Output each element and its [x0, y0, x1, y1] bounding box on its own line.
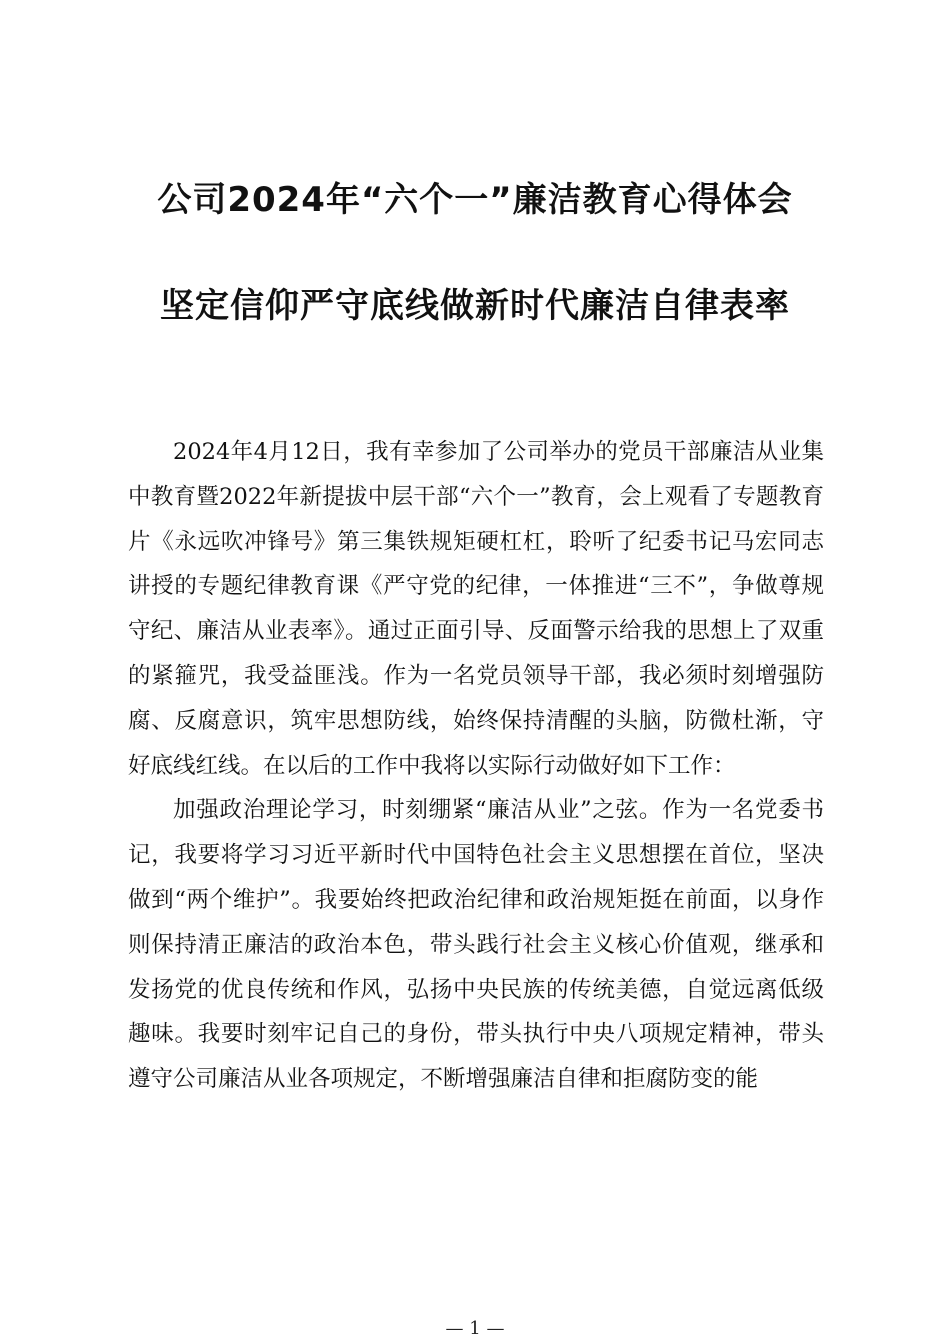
- document-subtitle: 坚定信仰严守底线做新时代廉洁自律表率: [160, 286, 790, 326]
- page-number: — 1 —: [445, 1318, 505, 1339]
- paragraph-1: 2024年4月12日，我有幸参加了公司举办的党员干部廉洁从业集中教育暨2022年新提拔中层干部“六个一”教育，会上观看了专题教育片《永远吹冲锋号》第三集铁规矩硬杠杠，聆听了纪委书记马宏同志讲授的专题纪律教育课《严守党的纪律，一体推进“三不”，争做尊规守纪、廉洁从业表率》。通过正面引导、反面警示给我的思想上了双重的紧箍咒，我受益匪浅。作为一名党员领导干部，我必须时刻增强防腐、反腐意识，筑牢思想防线，始终保持清醒的头脑，防微杜渐，守好底线红线。在以后的工作中我将以实际行动做好如下工作：: [128, 439, 824, 779]
- paragraph-2: 加强政治理论学习，时刻绷紧“廉洁从业”之弦。作为一名党委书记，我要将学习习近平新时代中国特色社会主义思想摆在首位，坚决做到“两个维护”。我要始终把政治纪律和政治规矩挺在前面，以身作则保持清正廉洁的政治本色，带头践行社会主义核心价值观，继承和发扬党的优良传统和作风，弘扬中央民族的传统美德，自觉远离低级趣味。我要时刻牢记自己的身份，带头执行中央八项规定精神，带头遵守公司廉洁从业各项规定，不断增强廉洁自律和拒腐防变的能: [128, 797, 824, 1093]
- document-title: 公司2024年“六个一”廉洁教育心得体会: [157, 180, 793, 220]
- document-body: [128, 430, 824, 1102]
